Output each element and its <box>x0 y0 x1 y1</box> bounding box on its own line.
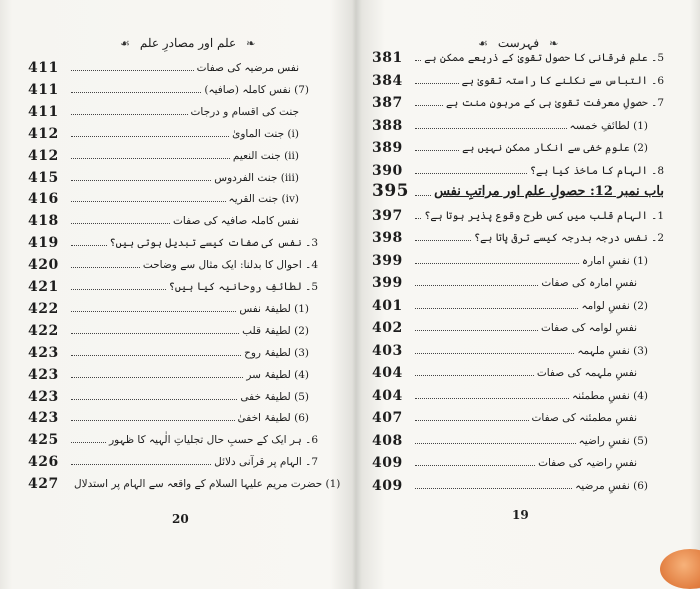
toc-entry <box>28 166 299 186</box>
toc-page-number: 419 <box>28 235 59 252</box>
toc-page-number: 411 <box>28 81 59 98</box>
toc-page-number: 399 <box>372 275 403 291</box>
toc-entry-title: نفس مرضیہ کی صفات <box>196 62 299 74</box>
toc-entry-title: 2۔ نفس درجہ بدرجہ کیسے ترقی پاتا ہے؟ <box>473 232 664 244</box>
toc-entry <box>28 428 318 448</box>
toc-page-number: 384 <box>372 72 403 89</box>
toc-page-number: 411 <box>28 60 59 76</box>
toc-entry <box>28 385 309 405</box>
toc-page-number: 411 <box>28 103 59 120</box>
toc-entry-title: (iv) جنت القریہ <box>228 193 299 206</box>
fruit-corner-image <box>660 549 700 589</box>
toc-entry <box>372 294 648 314</box>
toc-entry <box>372 159 664 179</box>
left-page-header <box>120 36 255 50</box>
dot-leader <box>415 352 574 354</box>
toc-entry-title: نفسِ مطمئنہ کی صفات <box>531 412 637 424</box>
toc-entry-title: 4۔ احوال کا بدلنا: ایک مثال سے وضاحت <box>142 259 318 272</box>
toc-entry-title: (3) نفسِ ملہمہ <box>577 344 648 357</box>
toc-entry-title: (5) نفسِ راضیہ <box>578 434 648 447</box>
right-page-number: 19 <box>512 508 529 522</box>
toc-page-number: 404 <box>372 387 403 404</box>
dot-leader <box>71 91 201 93</box>
toc-page-number: 425 <box>28 432 59 449</box>
dot-leader <box>71 419 235 421</box>
toc-entry-title: نفسِ امارہ کی صفات <box>541 277 637 289</box>
dot-leader <box>415 307 578 309</box>
toc-entry <box>28 450 318 470</box>
toc-entry-title: 7۔ حصولِ معرفت تقویٰ ہی کے مرہونِ منت ہے <box>446 97 664 109</box>
ornament-icon: ☙ <box>478 36 488 50</box>
toc-entry-title: جنت کی اقسام و درجات <box>190 105 299 118</box>
toc-page-number: 388 <box>372 117 403 134</box>
toc-entry-title: 7۔ الہام پر قرآنی دلائل <box>214 456 318 469</box>
left-page-number: 20 <box>172 512 189 526</box>
dot-leader <box>71 332 239 334</box>
dot-leader <box>71 222 170 224</box>
toc-entry <box>372 204 664 224</box>
toc-entry <box>28 56 299 76</box>
toc-entry <box>372 406 637 426</box>
toc-entry-title: نفس کاملہ صافیہ کی صفات <box>173 215 299 228</box>
toc-entry <box>372 316 637 336</box>
dot-leader <box>415 442 576 444</box>
toc-entry-title: 6۔ ہر ایک کے حسبِ حال تجلیاتِ الٰہیہ کا ظہور <box>109 434 318 447</box>
ornament-icon: ☙ <box>120 36 130 50</box>
dot-leader <box>71 135 229 137</box>
right-header-title: فہرست <box>497 36 540 50</box>
toc-entry-title: (6) لطیفۂ اخفیٰ <box>237 412 309 425</box>
toc-entry-title: 3۔ نفس کی صفات کیسے تبدیل ہوتی ہیں؟ <box>109 237 318 250</box>
toc-entry <box>28 319 309 339</box>
toc-entry <box>28 100 299 120</box>
toc-page-number: 409 <box>372 477 403 494</box>
toc-page-number: 421 <box>28 279 59 295</box>
toc-page-number: 412 <box>28 125 59 142</box>
toc-entry-title: (i) جنت الماویٰ <box>232 127 299 140</box>
ornament-icon: ❧ <box>549 36 559 50</box>
dot-leader <box>71 266 140 268</box>
toc-page-number: 397 <box>372 207 403 224</box>
dot-leader <box>71 179 211 181</box>
toc-entry-title: (ii) جنت النعیم <box>232 149 299 162</box>
toc-entry <box>28 363 309 383</box>
toc-entry <box>372 339 648 359</box>
dot-leader <box>415 329 538 331</box>
dot-leader <box>71 441 106 443</box>
toc-page-number: 404 <box>372 365 403 381</box>
dot-leader <box>415 149 459 151</box>
toc-entry <box>28 406 309 426</box>
toc-page-number: 409 <box>372 455 403 471</box>
toc-page-number: 423 <box>28 410 59 427</box>
toc-entry <box>28 78 309 98</box>
toc-entry-title: 8۔ الہام کا ماخذ کیا ہے؟ <box>529 164 664 177</box>
toc-page-number: 408 <box>372 432 403 449</box>
toc-entry-title: (5) لطیفۂ خفی <box>240 390 309 403</box>
dot-leader <box>71 113 188 115</box>
toc-entry-title: (iii) جنت الفردوس <box>214 171 299 184</box>
toc-page-number: 387 <box>372 95 403 111</box>
toc-entry <box>372 226 664 246</box>
dot-leader <box>415 397 569 399</box>
toc-page-number: 418 <box>28 213 59 230</box>
toc-entry-title: (4) لطیفۂ سر <box>246 368 309 381</box>
dot-leader <box>415 487 572 489</box>
dot-leader <box>415 172 527 174</box>
toc-entry <box>28 209 299 229</box>
toc-entry <box>372 271 637 291</box>
toc-page-number: 390 <box>372 162 403 179</box>
left-header-title: علم اور مصادرِ علم <box>139 36 237 50</box>
ornament-icon: ❧ <box>246 36 256 50</box>
toc-entry-title: نفسِ راضیہ کی صفات <box>538 457 637 469</box>
dot-leader <box>415 284 538 286</box>
toc-page-number: 389 <box>372 140 403 156</box>
toc-page-number: 420 <box>28 257 59 274</box>
toc-page-number: 403 <box>372 342 403 359</box>
toc-entry-title: 5۔ لطائفِ روحانیہ کیا ہیں؟ <box>168 281 318 293</box>
toc-entry <box>372 181 664 201</box>
dot-leader <box>71 376 243 378</box>
toc-entry <box>372 249 648 269</box>
toc-entry <box>28 275 318 295</box>
dot-leader <box>415 59 421 61</box>
toc-page-number: 427 <box>28 476 59 493</box>
dot-leader <box>71 354 241 356</box>
toc-entry <box>372 114 648 134</box>
dot-leader <box>71 310 236 312</box>
dot-leader <box>71 288 166 290</box>
toc-page-number: 423 <box>28 344 59 361</box>
toc-entry <box>28 253 318 273</box>
dot-leader <box>415 217 421 219</box>
toc-entry <box>28 341 309 361</box>
dot-leader <box>71 398 237 400</box>
toc-page-number: 399 <box>372 252 403 269</box>
dot-leader <box>71 157 230 159</box>
toc-page-number: 395 <box>372 181 409 201</box>
toc-page-number: 422 <box>28 300 59 317</box>
toc-entry-title: نفسِ ملہمہ کی صفات <box>536 367 637 379</box>
toc-entry <box>372 451 637 471</box>
dot-leader <box>415 239 471 241</box>
toc-entry <box>372 474 648 494</box>
toc-page-number: 423 <box>28 388 59 405</box>
toc-page-number: 381 <box>372 50 403 66</box>
dot-leader <box>415 374 534 376</box>
toc-entry-title: (7) نفس کاملہ (صافیہ) <box>204 83 309 96</box>
toc-page-number: 423 <box>28 366 59 383</box>
toc-entry <box>372 361 637 381</box>
toc-entry <box>28 144 299 164</box>
toc-page-number: 398 <box>372 230 403 246</box>
dot-leader <box>415 127 567 129</box>
toc-page-number: 415 <box>28 169 59 186</box>
toc-entry-title: باب نمبر 12: حصولِ علم اور مراتبِ نفس <box>434 184 664 199</box>
toc-page-number: 407 <box>372 410 403 426</box>
toc-entry-title: (1) لطائفِ خمسہ <box>569 119 648 132</box>
toc-entry <box>372 69 664 89</box>
toc-page-number: 412 <box>28 147 59 164</box>
dot-leader <box>415 464 535 466</box>
toc-entry-title: 5۔ علمِ فرقانی کا حصول تقویٰ کے ذریعے ممکن ہے <box>424 52 664 64</box>
toc-entry-title: (2) علومِ خفی سے انکار ممکن نہیں ہے <box>462 142 648 154</box>
dot-leader <box>415 82 459 84</box>
toc-entry-title: (1) لطیفۂ نفس <box>239 302 309 315</box>
dot-leader <box>71 463 211 465</box>
toc-page-number: 422 <box>28 322 59 339</box>
toc-page-number: 416 <box>28 191 59 208</box>
toc-entry-title: (3) لطیفۂ روح <box>244 346 309 359</box>
toc-entry-title: (1) نفسِ امارہ <box>581 254 648 267</box>
toc-entry-title: (6) نفسِ مرضیہ <box>575 479 648 492</box>
dot-leader <box>415 194 431 196</box>
toc-entry-title: 6۔ التباس سے نکلنے کا راستہ تقویٰ ہے <box>461 74 664 87</box>
toc-entry <box>28 122 299 142</box>
toc-entry <box>372 384 648 404</box>
toc-entry-title: 1۔ الہام قلب میں کس طرح وقوع پذیر ہوتا ہے؟ <box>424 209 664 222</box>
toc-entry <box>28 472 341 493</box>
dot-leader <box>415 419 529 421</box>
toc-entry-title: نفسِ لوامہ کی صفات <box>540 322 637 334</box>
toc-entry-title: (4) نفسِ مطمئنہ <box>572 389 648 402</box>
toc-entry-title: (2) لطیفۂ قلب <box>242 324 309 337</box>
toc-entry <box>372 136 648 156</box>
dot-leader <box>71 69 194 71</box>
toc-entry <box>372 91 664 111</box>
toc-entry <box>372 46 664 66</box>
toc-entry-title: (1) حضرت مریم علیہا السلام کے واقعہ سے الہام پر استدلال <box>74 478 341 491</box>
toc-page-number: 401 <box>372 297 403 314</box>
toc-page-number: 426 <box>28 454 59 471</box>
toc-entry <box>372 429 648 449</box>
dot-leader <box>71 200 226 202</box>
dot-leader <box>415 262 579 264</box>
toc-page-number: 402 <box>372 320 403 336</box>
dot-leader <box>71 244 107 246</box>
toc-entry-title: (2) نفسِ لوامہ <box>581 299 648 312</box>
toc-entry <box>28 297 309 317</box>
dot-leader <box>415 104 443 106</box>
toc-entry <box>28 187 299 207</box>
toc-entry <box>28 231 318 251</box>
